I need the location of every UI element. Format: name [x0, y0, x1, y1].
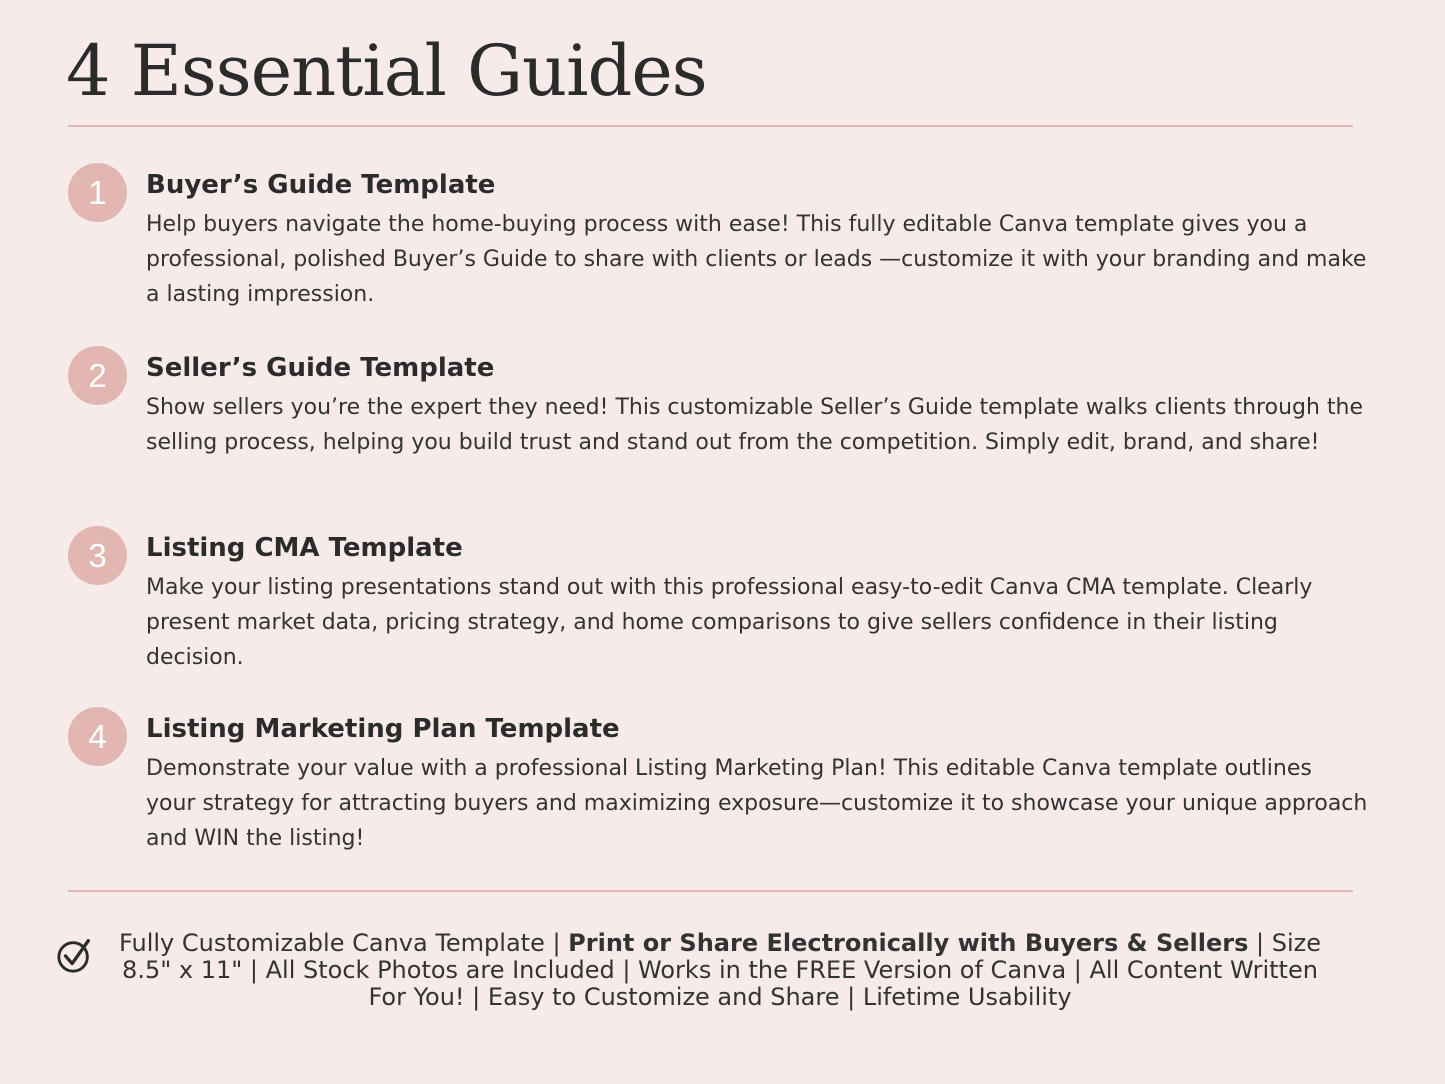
top-divider	[68, 125, 1353, 127]
number-badge: 1	[68, 163, 127, 222]
features-text-part2: | Size 8.5" x 11" | All Stock Photos are Included | Works in the FREE Version of Canva | All Content Written For You! | Easy to Customize and Share | Lifetime Usability	[122, 929, 1321, 1011]
guide-description: Make your listing presentations stand out with this professional easy-to-edit Canva CMA template. Clearly present market data, pricing strategy, and home comparisons to give sellers confidence in their listing decision.	[146, 575, 1313, 670]
guide-title: Listing CMA Template	[146, 533, 463, 563]
number-badge: 2	[68, 346, 127, 405]
guide-description: Demonstrate your value with a professional Listing Marketing Plan! This editable Canva template outlines your strategy for attracting buyers and maximizing exposure—customize it to showcase your unique approach and WIN the listing!	[146, 756, 1368, 851]
guide-title: Listing Marketing Plan Template	[146, 714, 620, 744]
guide-description: Help buyers navigate the home-buying process with ease! This fully editable Canva template gives you a professional, polished Buyer’s Guide to share with clients or leads —customize it with your branding and make a lasting impression.	[146, 212, 1367, 307]
guide-title: Buyer’s Guide Template	[146, 170, 496, 200]
number-badge: 4	[68, 707, 127, 766]
checkmark-circle-icon	[56, 936, 94, 974]
guide-description: Show sellers you’re the expert they need! This customizable Seller’s Guide template walks clients through the selling process, helping you build trust and stand out from the competition. Simply edit, brand, and share!	[146, 395, 1364, 455]
features-text-part1: Fully Customizable Canva Template |	[119, 929, 569, 957]
bottom-divider	[68, 890, 1353, 892]
guide-title: Seller’s Guide Template	[146, 353, 495, 383]
page-title: 4 Essential Guides	[66, 30, 707, 112]
features-text-bold: Print or Share Electronically with Buyers & Sellers	[568, 929, 1249, 957]
features-text	[100, 930, 1340, 1011]
number-badge: 3	[68, 526, 127, 585]
